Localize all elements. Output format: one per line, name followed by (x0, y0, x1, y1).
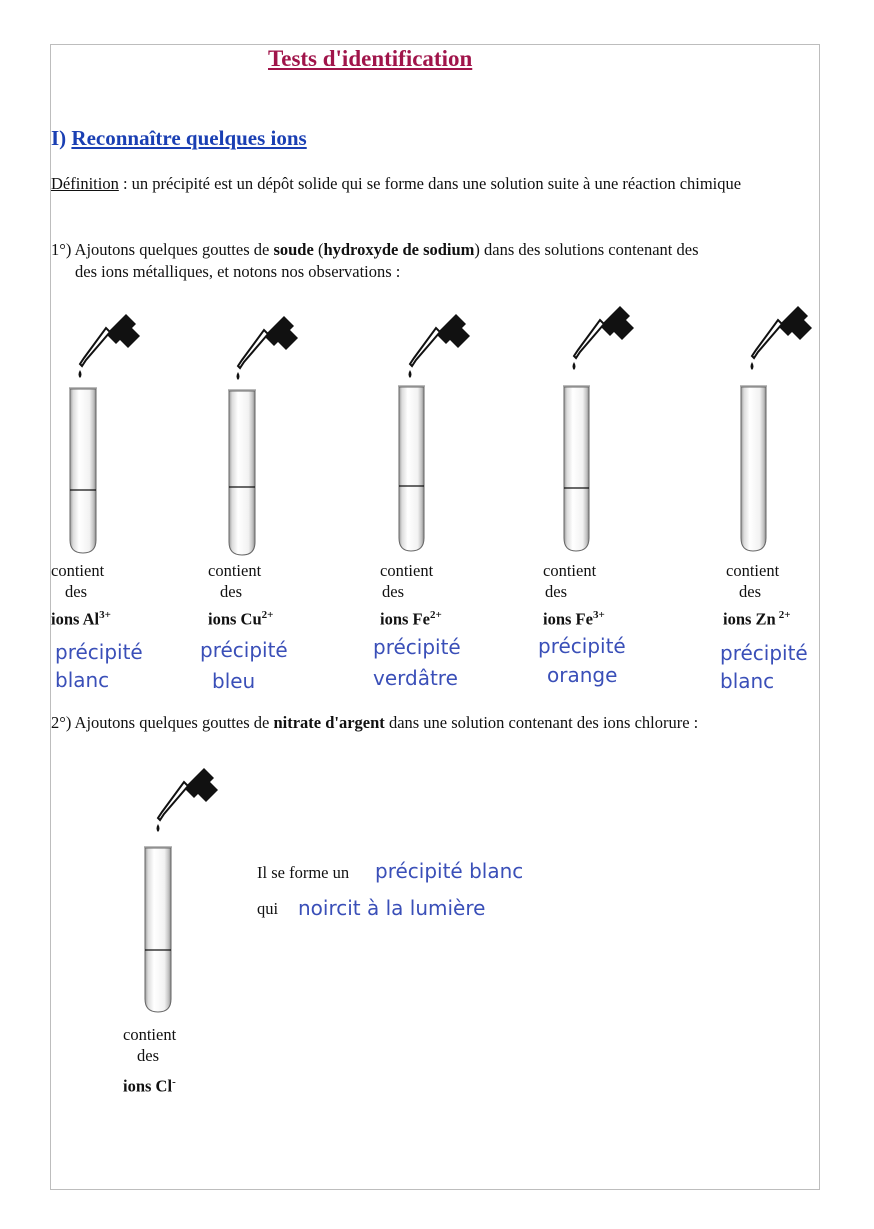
test-tube-chloride (144, 846, 172, 1012)
test-tube-5 (740, 385, 767, 551)
result-2: précipité bleu (200, 638, 288, 693)
definition-term: Définition (51, 174, 119, 193)
step1-line2: des ions métalliques, et notons nos observations : (75, 262, 401, 281)
step1-reagent: soude (273, 240, 314, 259)
observation-line2-prefix: qui (257, 899, 279, 918)
dropper-5 (751, 306, 813, 370)
dropper-3 (409, 314, 471, 378)
dropper-1 (79, 314, 141, 378)
observation-line1-answer: précipité blanc (375, 859, 524, 883)
dropper-4 (573, 306, 635, 370)
section-number: I) (51, 126, 67, 150)
result-4: précipité orange (538, 634, 626, 687)
test-tube-3 (398, 385, 425, 551)
test-tube-1 (69, 387, 97, 553)
observation-line2-answer: noircit à la lumière (298, 896, 486, 920)
page-title: Tests d'identification (268, 46, 473, 71)
step1-paren-close: ) (474, 240, 480, 259)
dropper-chloride (157, 768, 219, 832)
tube-label-4: contient des ions $Fe^{3+}$ (543, 561, 605, 629)
tube-label-1: contient des ions $Al^{3+}$ (51, 561, 111, 629)
step2-prefix: 2°) Ajoutons quelques gouttes de (51, 713, 274, 732)
step1-paren-open: ( (313, 240, 324, 259)
tube-label-5: contient des ions Zn $^{2+}$ (723, 561, 791, 629)
result-3: précipité verdâtre (373, 635, 461, 690)
test-tube-4 (563, 385, 590, 551)
result-1: précipité blanc (55, 640, 143, 692)
tube-label-chloride: contient des ions Cl- (123, 1025, 177, 1096)
tube-label-3: contient des ions $Fe^{2+}$ (380, 561, 442, 629)
step1-prefix: 1°) Ajoutons quelques gouttes de (51, 240, 274, 259)
step2-rest: dans une solution contenant des ions chlorure : (384, 713, 699, 732)
test-tube-2 (228, 389, 256, 555)
tube-label-2: contient des ions $Cu^{2+}$ (208, 561, 274, 629)
step1-reagent-name: hydroxyde de sodium (323, 240, 475, 259)
section-title: Reconnaître quelques ions (71, 126, 307, 150)
step1-rest: dans des solutions contenant des (479, 240, 699, 259)
definition-text: : un précipité est un dépôt solide qui se forme dans une solution suite à une réaction chimique (118, 174, 742, 193)
step2-paragraph (51, 712, 831, 734)
observation-line1-prefix: Il se forme un (257, 863, 350, 882)
step2-reagent: nitrate d'argent (273, 713, 385, 732)
dropper-2 (237, 316, 299, 380)
result-5: précipité blanc (720, 641, 808, 693)
